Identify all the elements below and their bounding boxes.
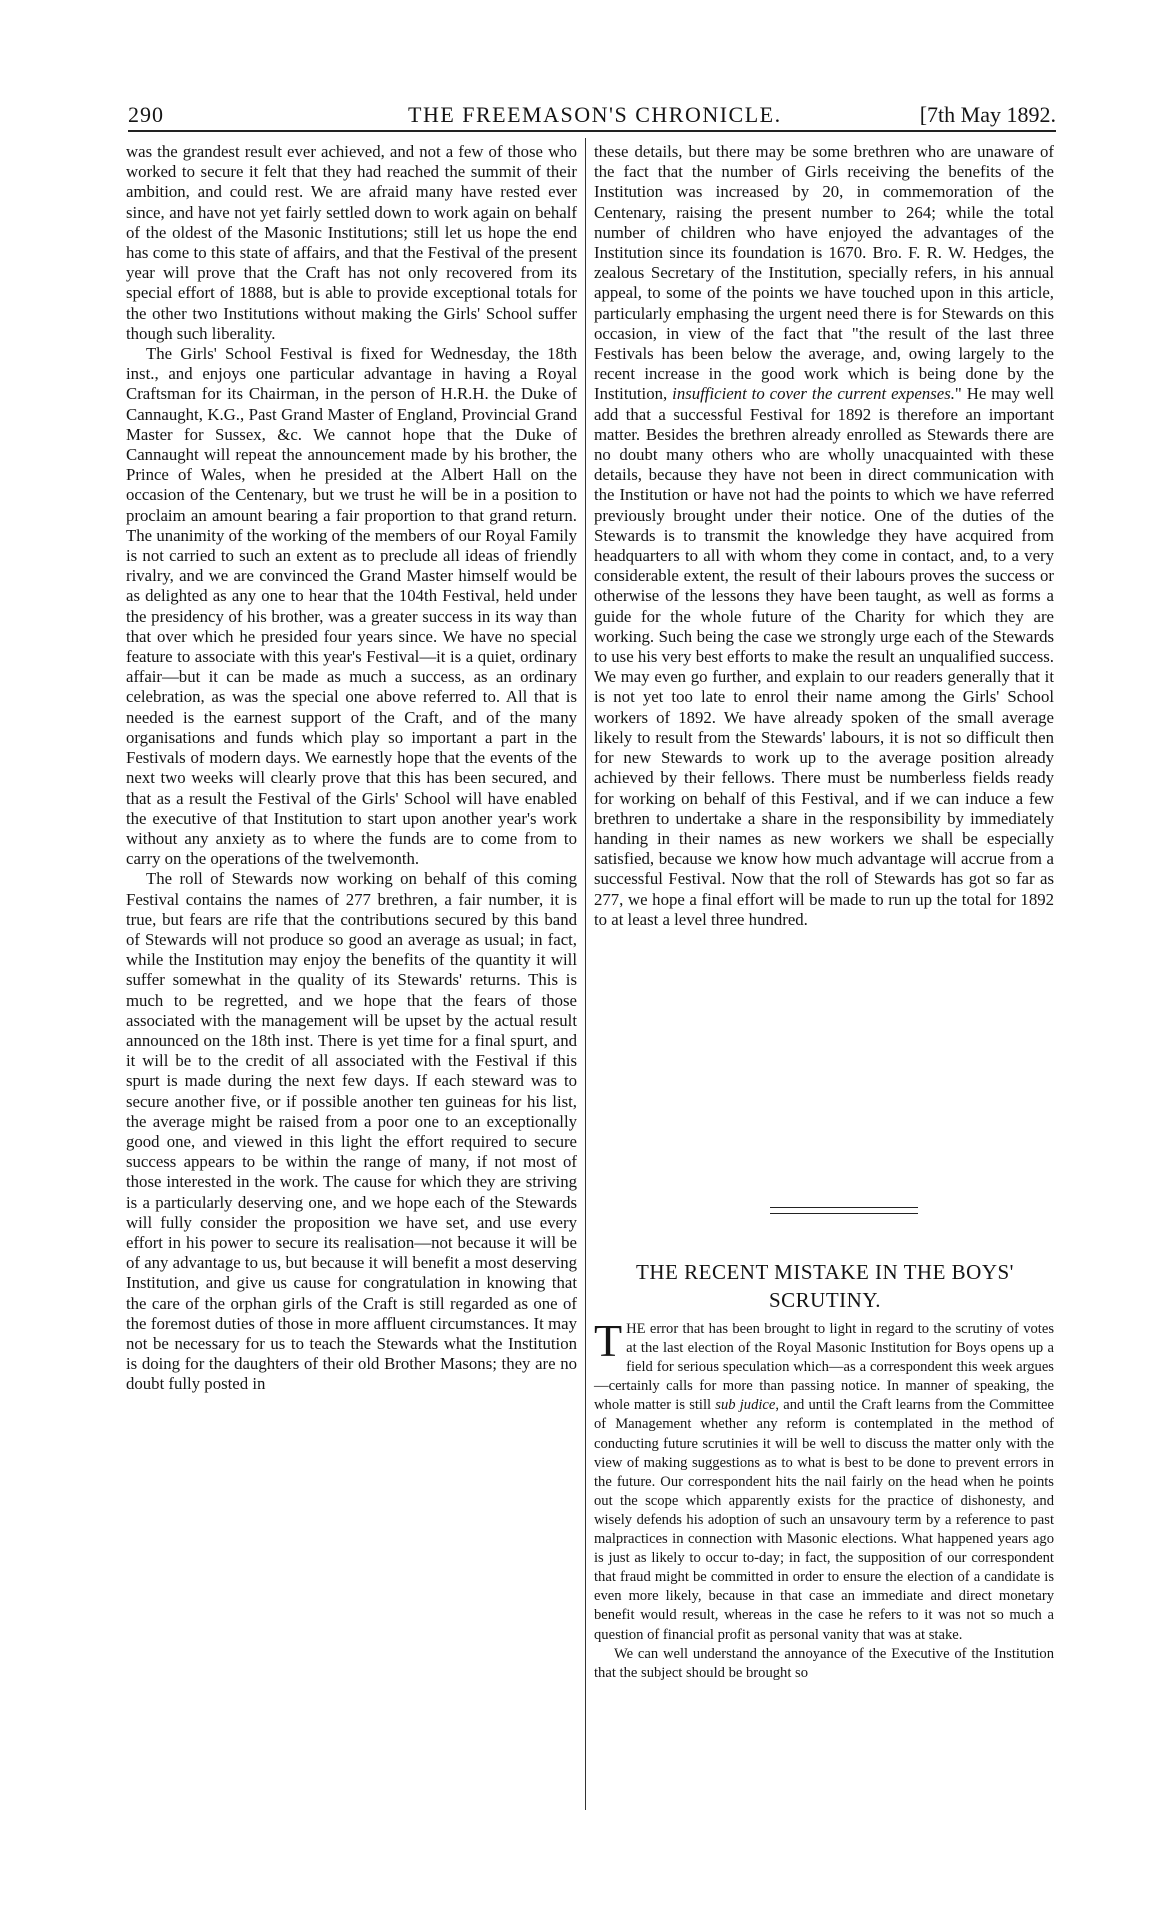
right-text-2: " He may well add that a successful Festival for 1892 is therefore an important matter. Besides the brethren already enrolled as Stewards there are no doubt many others who are wholly unacquainted with these details, because they have not been in direct communication with the Institution or have not had the points to which we have referred previously brought under their notice. One of the duties of the Stewards is to transmit the knowledge they have acquired from headquarters to all with whom they come in contact, and, to a very considerable extent, the result of their labours proves the success or otherwise of the lessons they have been taught, as well as forms a guide for the whole future of the Charity for which they are working. Such being the case we strongly urge each of the Stewards to use his very best efforts to make the result an unqualified success. We may even go further, and explain to our readers generally that it is not yet too late to enrol their name among the Girls' School workers of 1892. We have already spoken of the small average likely to result from the Stewards' labours, it is not so difficult then for new Stewards to work up to the average position already achieved by their fellows. There must be numberless fields ready for working on behalf of this Festival, and if we can induce a few brethren to undertake a share in the responsibility by immediately handing in their names as new workers we shall be especially satisfied, because we know how much advantage will accrue from a successful Festival. Now that the roll of Stewards has got so far as 277, we hope a final effort will be made to run up the total for 1892 to at least a level three hundred. <box>594 384 1054 929</box>
article-italic-term: sub judice <box>715 1397 776 1414</box>
right-column <box>594 142 1054 930</box>
article-paragraph-1 <box>594 1315 1054 1645</box>
article-title: THE RECENT MISTAKE IN THE BOYS' SCRUTINY. <box>636 1260 1014 1312</box>
article-text-1a: HE error that has been brought to light in regard to the scrutiny of votes at the last election of the Royal Masonic Institution for Boys opens up a field for serious speculation which—as a correspondent this week argues—certainly calls for more than passing notice. In manner of speaking, the whole matter is still <box>594 1321 1054 1414</box>
section-divider <box>770 1207 918 1214</box>
page-number: 290 <box>128 102 164 127</box>
column-divider <box>585 138 586 1810</box>
page-header <box>128 100 1056 130</box>
article-body <box>594 1315 1054 1683</box>
right-paragraph <box>594 142 1054 930</box>
issue-date: [7th May 1892. <box>919 102 1056 127</box>
article-text-1b: , and until the Craft learns from the Committee of Management whether any reform is contemplated in the method of conducting future scrutinies it will be well to discuss the matter only with the view of making suggestions as to what is best to be done to prevent errors in the future. Our correspondent hits the nail fairly on the head when he points out the scope which apparently exists for the practice of dishonesty, and wisely defends his adoption of such an unsavoury term by a reference to past malpractices in connection with Masonic elections. What happened years ago is just as likely to occur to-day; in fact, the supposition of our correspondent that fraud might be committed in order to ensure the election of a candidate is even more likely, because in that case an immediate and direct monetary benefit would result, whereas in the case he refers to it was not so much a question of financial profit as personal vanity that was at stake. <box>594 1397 1054 1643</box>
publication-title: THE FREEMASON'S CHRONICLE. <box>408 102 782 127</box>
right-italic-quote: insufficient to cover the current expenses. <box>672 384 955 404</box>
left-paragraph-1: was the grandest result ever achieved, and not a few of those who worked to secure it felt that they had reached the summit of their ambition, and could rest. We are afraid many have rested ever since, and have not yet fairly settled down to work again on behalf of the oldest of the Masonic Institutions; still let us hope the end has come to this state of affairs, and that the Festival of the present year will prove that the Craft has not only recovered from its special effort of 1888, but is able to provide exceptional totals for the other two Institutions without making the Girls' School suffer though such liberality. <box>126 142 577 343</box>
header-rule <box>128 130 1056 132</box>
left-paragraph-2: The Girls' School Festival is fixed for Wednesday, the 18th inst., and enjoys one particular advantage in having a Royal Craftsman for its Chairman, in the person of H.R.H. the Duke of Cannaught, K.G., Past Grand Master of England, Provincial Grand Master for Sussex, &c. We cannot hope that the Duke of Cannaught will repeat the announcement made by his brother, the Prince of Wales, when he presided at the Albert Hall on the occasion of the Centenary, but we trust he will be in a position to proclaim an amount bearing a fair proportion to that grand return. The unanimity of the working of the members of our Royal Family is not carried to such an extent as to preclude all ideas of friendly rivalry, and we are convinced the Grand Master himself would be as delighted as any one to hear that the 104th Festival, held under the presidency of his brother, was a greater success in its way than that over which he presided four years since. We have no special feature to associate with this year's Festival—it is a quiet, ordinary affair—but it can be made as much a success, as an ordinary celebration, as was the special one above referred to. All that is needed is the earnest support of the Craft, and of the many organisations and funds which play so important a part in the Festivals of modern days. We earnestly hope that the events of the next two weeks will clearly prove that this has been secured, and that as a result the Festival of the Girls' School will have enabled the executive of that Institution to start upon another year's work without any anxiety as to where the funds are to come from to carry on the operations of the twelvemonth. <box>126 344 577 869</box>
left-paragraph-3: The roll of Stewards now working on behalf of this coming Festival contains the names of 277 brethren, a fair number, it is true, but fears are rife that the contributions secured by this band of Stewards will not produce so good an average as usual; in fact, while the Institution may enjoy the benefits of the quantity it will suffer somewhat in the quality of its Stewards' returns. This is much to be regretted, and we hope that the fears of those associated with the management will be upset by the actual result announced on the 18th inst. There is yet time for a final spurt, and it will be to the credit of all associated with the Festival if this spurt is made during the next few days. If each steward was to secure another five, or if possible another ten guineas for his list, the average might be raised from a poor one to an exceptionally good one, and viewed in this light the effort required to secure success appears to be within the range of many, if not most of those interested in the work. The cause for which they are striving is a particularly deserving one, and we hope each of the Stewards will fully consider the proposition we have set, and use every effort in his power to secure its realisation—not because it will be of any advantage to us, but because it will benefit a most deserving Institution, and give us cause for congratulation in knowing that the care of the orphan girls of the Craft is still regarded as one of the foremost duties of those in more affluent circumstances. It may not be necessary for us to teach the Stewards what the Institution is doing for the daughters of their old Brother Masons; they are no doubt fully posted in <box>126 869 577 1394</box>
article-paragraph-2: We can well understand the annoyance of the Executive of the Institution that the subject should be brought so <box>594 1645 1054 1681</box>
left-column <box>126 142 577 1395</box>
right-text-1: these details, but there may be some brethren who are unaware of the fact that the number of Girls receiving the benefits of the Institution was increased by 20, in commemoration of the Centenary, raising the present number to 264; while the total number of children who have enjoyed the advantages of the Institution since its foundation is 1670. Bro. F. R. W. Hedges, the zealous Secretary of the Institution, specially refers, in his annual appeal, to some of the points we have touched upon in this article, particularly emphasing the urgent need there is for Stewards on this occasion, in view of the fact that "the result of the last three Festivals has been below the average, and, owing largely to the recent increase in the good work which is being done by the Institution, <box>594 142 1054 404</box>
drop-cap: T <box>594 1315 623 1366</box>
